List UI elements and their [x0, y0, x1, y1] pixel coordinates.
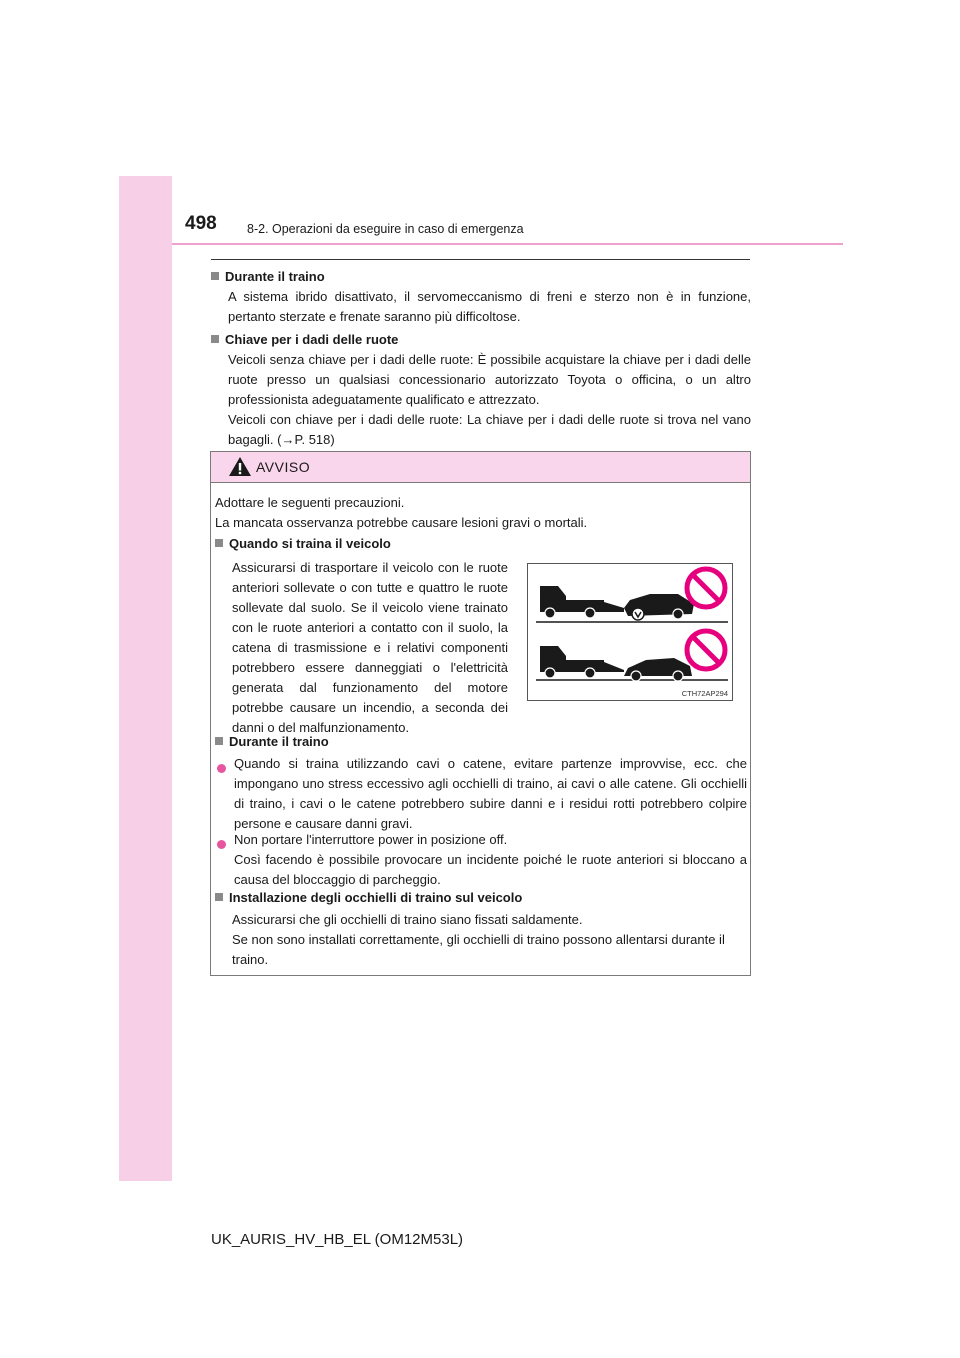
- square-bullet-icon: [215, 539, 223, 547]
- warning-tow-eyes-text: Assicurarsi che gli occhielli di traino siano fissati saldamente. Se non sono installati correttamente, gli occhielli di traino possono allentarsi durante il traino.: [232, 912, 725, 967]
- warning-triangle-icon: [228, 456, 252, 477]
- warning-heading-during-tow: Durante il traino: [215, 732, 747, 752]
- warning-bullet-1: Quando si traina utilizzando cavi o catene, evitare partenze improvvise, ecc. che impongano uno stress eccessivo agli occhielli di traino, ai cavi o alle catene. Gli occhielli di traino, i cavi o le catene potrebbero subire danni e i residui rotti potrebbero colpire persone e causare danni gravi.: [217, 754, 747, 834]
- warning-towing-text: Assicurarsi di trasportare il veicolo con le ruote anteriori sollevate o con tutte e quattro le ruote sollevate dal suolo. Se il veicolo viene trainato con le ruote anteriori a contatto con il suolo, la catena di trasmissione e i relativi componenti potrebbero essere danneggiati o l'elettricità generata dal funzionamento del motore potrebbe causare un incendio, a seconda dei danni o del malfunzionamento.: [232, 560, 508, 735]
- section-text: Veicoli con chiave per i dadi delle ruote: La chiave per i dadi delle ruote si trova nel vano bagagli. (→P. 518): [228, 412, 751, 447]
- chapter-title: 8-2. Operazioni da eseguire in caso di emergenza: [247, 222, 524, 236]
- towing-illustration: [527, 563, 733, 701]
- square-bullet-icon: [211, 272, 219, 280]
- page-number: 498: [185, 213, 217, 234]
- warning-intro: Adottare le seguenti precauzioni. La mancata osservanza potrebbe causare lesioni gravi o mortali.: [215, 495, 588, 530]
- square-bullet-icon: [211, 335, 219, 343]
- warning-heading-tow-eyes: Installazione degli occhielli di traino sul veicolo: [215, 888, 747, 908]
- section-heading: Durante il traino: [225, 269, 325, 284]
- section-text: A sistema ibrido disattivato, il servomeccanismo di freni e sterzo non è in funzione, pertanto sterzate e frenate saranno più difficoltose.: [228, 289, 751, 324]
- section-towing-note: [211, 267, 751, 327]
- section-heading: Chiave per i dadi delle ruote: [225, 332, 399, 347]
- warning-title: AVVISO: [256, 459, 311, 475]
- warning-bullet-2: Non portare l'interruttore power in posizione off. Così facendo è possibile provocare un incidente poiché le ruote anteriori si bloccano a causa del bloccaggio di parcheggio.: [217, 830, 747, 890]
- round-bullet-icon: [217, 764, 226, 773]
- section-wheel-nut-key: [211, 330, 751, 450]
- footer-model-code: UK_AURIS_HV_HB_EL (OM12M53L): [211, 1231, 464, 1248]
- side-color-band: [119, 176, 172, 1181]
- round-bullet-icon: [217, 840, 226, 849]
- header-rule: [172, 243, 843, 245]
- section-text: Veicoli senza chiave per i dadi delle ruote: È possibile acquistare la chiave per i dadi delle ruote presso un qualsiasi concessionario autorizzato Toyota o officina, o un altro professionista adeguatamente qualificato e attrezzato.: [228, 352, 751, 407]
- square-bullet-icon: [215, 737, 223, 745]
- square-bullet-icon: [215, 893, 223, 901]
- figure-label: CTH72AP294: [681, 689, 728, 698]
- warning-box: [210, 451, 751, 976]
- warning-header: [211, 452, 750, 483]
- content-rule: [211, 259, 750, 260]
- tow-truck-prohibited-icon: [528, 564, 732, 688]
- warning-heading-towing: Quando si traina il veicolo: [215, 534, 747, 554]
